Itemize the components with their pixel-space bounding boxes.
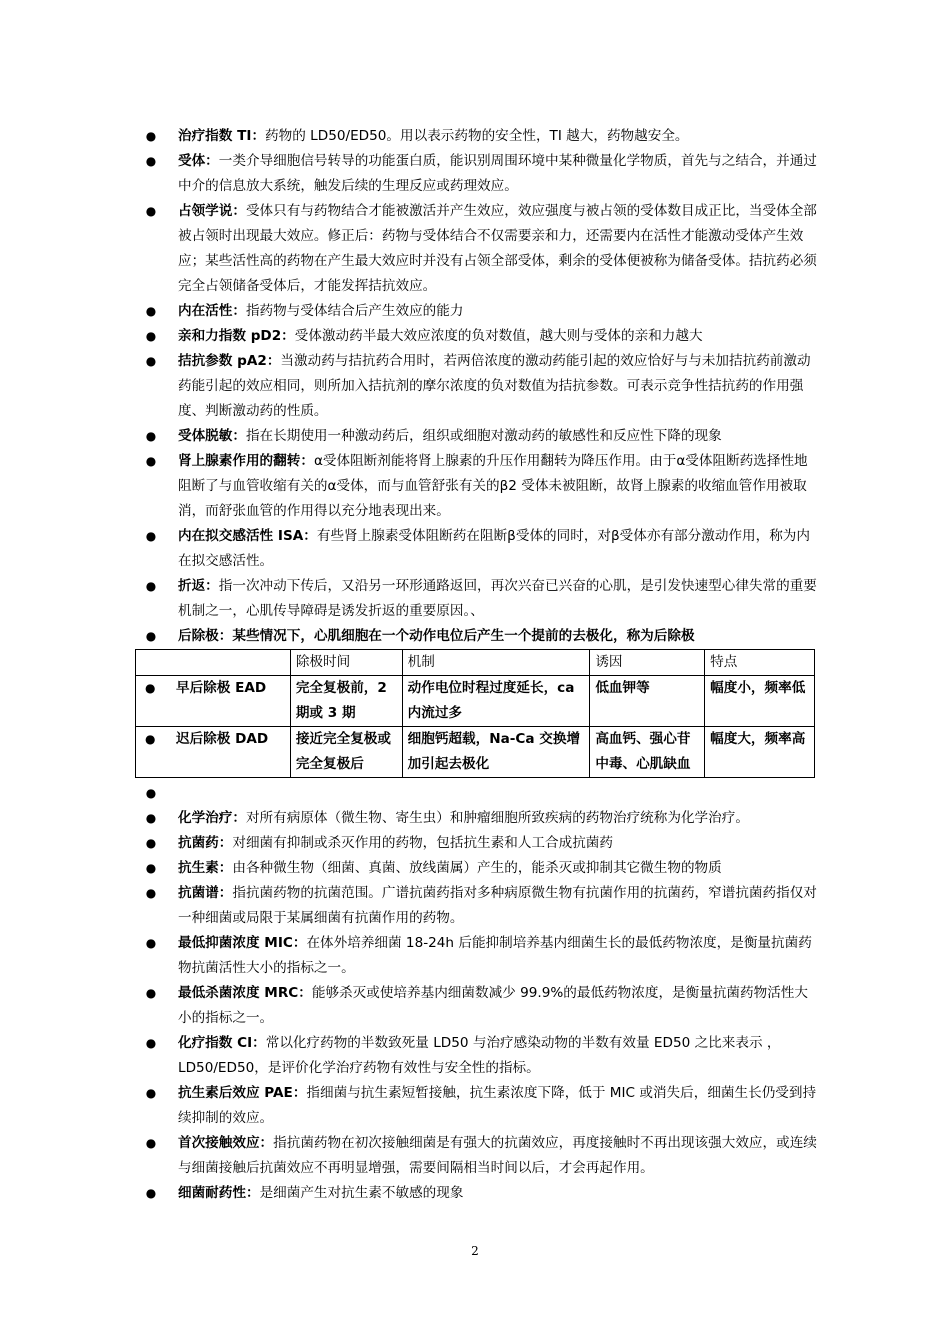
bullet-icon: ● (145, 886, 157, 900)
table-cell: 细胞钙超载，Na-Ca 交换增加引起去极化 (402, 727, 590, 778)
definition-text: 有些肾上腺素受体阻断药在阻断β受体的同时，对β受体亦有部分激动作用，称为内在拟交感活性。 (178, 528, 810, 569)
bullet-icon: ● (145, 681, 156, 695)
definition-text: 能够杀灭或使培养基内细菌数减少 99.9%的最低药物浓度，是衡量抗菌药物活性大小的指标之一。 (178, 985, 808, 1026)
term-label: 拮抗参数 pA2： (178, 353, 281, 369)
table-cell: 幅度大，频率高 (705, 727, 815, 778)
bullet-icon: ● (145, 629, 157, 643)
page-number: 2 (471, 1244, 479, 1258)
bullet-icon: ● (145, 732, 156, 746)
bullet-icon: ● (145, 304, 157, 318)
bullet-icon: ● (145, 1186, 157, 1200)
term-label: 受体脱敏： (178, 428, 246, 444)
bullet-icon: ● (145, 454, 157, 468)
list-item (140, 1031, 820, 1081)
term-label: 亲和力指数 pD2： (178, 328, 295, 344)
list-item (140, 349, 820, 424)
term-label: 肾上腺素作用的翻转： (178, 453, 314, 469)
definition-text: 指抗菌药物在初次接触细菌是有强大的抗菌效应，再度接触时不再出现该强大效应，或连续与细菌接触后抗菌效应不再明显增强，需要间隔相当时间以后，才会再起作用。 (178, 1135, 817, 1176)
term-label: 受体： (178, 153, 219, 169)
term-label: 内在拟交感活性 ISA： (178, 528, 317, 544)
table-cell: 幅度小，频率低 (705, 676, 815, 727)
table-cell: 高血钙、强心苷中毒、心肌缺血 (590, 727, 705, 778)
term-label: 细菌耐药性： (178, 1185, 260, 1201)
table-row-head (136, 676, 291, 727)
term-label: 最低抑菌浓度 MIC： (178, 935, 307, 951)
definition-text: 指药物与受体结合后产生效应的能力 (245, 303, 464, 319)
list-item (140, 299, 820, 324)
bullet-icon: ● (145, 1036, 157, 1050)
definition-text: 指一次冲动下传后，又沿另一环形通路返回，再次兴奋已兴奋的心肌，是引发快速型心律失常的重要机制之一，心肌传导障碍是诱发折返的重要原因。、 (178, 578, 817, 619)
term-label: 内在活性： (178, 303, 246, 319)
list-item (140, 1181, 820, 1206)
term-label: 抗菌药： (178, 835, 233, 851)
definition-list (140, 124, 820, 1206)
term-label: 抗生素： (178, 860, 233, 876)
list-item (140, 449, 820, 524)
term-label: 首次接触效应： (178, 1135, 274, 1151)
list-item (140, 124, 820, 149)
table-row-head (136, 727, 291, 778)
bullet-icon: ● (145, 811, 157, 825)
definition-text: 指在长期使用一种激动药后，组织或细胞对激动药的敏感性和反应性下降的现象 (245, 428, 722, 444)
list-item (140, 1081, 820, 1131)
list-item (140, 831, 820, 856)
definition-text: 指抗菌药物的抗菌范围。广谱抗菌药指对多种病原微生物有抗菌作用的抗菌药，窄谱抗菌药指仅对一种细菌或局限于某属细菌有抗菌作用的药物。 (178, 885, 817, 926)
list-item (140, 624, 820, 649)
term-label: 化疗指数 CI： (178, 1035, 266, 1051)
list-item (140, 931, 820, 981)
list-item (140, 981, 820, 1031)
table-header-row (136, 650, 815, 676)
term-label: 抗生素后效应 PAE： (178, 1085, 307, 1101)
definition-text: 受体只有与药物结合才能被激活并产生效应，效应强度与被占领的受体数目成正比，当受体全部被占领时出现最大效应。修正后：药物与受体结合不仅需要亲和力，还需要内在活性才能激动受体产生效应；某些活性高的药物在产生最大效应时并没有占领全部受体，剩余的受体便被称为储备受体。拮抗药必须完全占领储备受体后，才能发挥拮抗效应。 (178, 203, 817, 294)
bullet-icon: ● (145, 429, 157, 443)
bullet-icon: ● (145, 129, 157, 143)
bullet-icon: ● (145, 579, 157, 593)
bullet-icon: ● (145, 529, 157, 543)
list-item (140, 324, 820, 349)
table-row (136, 676, 815, 727)
definition-text: α受体阻断剂能将肾上腺素的升压作用翻转为降压作用。由于α受体阻断药选择性地阻断了与血管收缩有关的α受体，而与血管舒张有关的β2 受体未被阻断，故肾上腺素的收缩血管作用被取消，而舒张血管的作用得以充分地表现出来。 (178, 453, 808, 519)
definition-text: 常以化疗药物的半数致死量 LD50 与治疗感染动物的半数有效量 ED50 之比来表示 ，LD50/ED50，是评价化学治疗药物有效性与安全性的指标。 (178, 1035, 781, 1076)
table-header-cell: 特点 (705, 650, 815, 676)
bullet-icon: ● (145, 329, 157, 343)
bullet-icon: ● (145, 204, 157, 218)
definition-text: 药物的 LD50/ED50。用以表示药物的安全性，TI 越大，药物越安全。 (265, 128, 689, 144)
definition-text: 受体激动药半最大效应浓度的负对数值，越大则与受体的亲和力越大 (294, 328, 703, 344)
definition-text: 由各种微生物（细菌、真菌、放线菌属）产生的，能杀灭或抑制其它微生物的物质 (232, 860, 722, 876)
list-item (140, 149, 820, 199)
table-cell: 接近完全复极或完全复极后 (290, 727, 402, 778)
table-row (136, 727, 815, 778)
table-header-cell: 诱因 (590, 650, 705, 676)
list-item (140, 881, 820, 931)
term-label: 抗菌谱： (178, 885, 233, 901)
definition-text: 指细菌与抗生素短暂接触，抗生素浓度下降，低于 MIC 或消失后，细菌生长仍受到持续抑制的效应。 (178, 1085, 817, 1126)
bullet-icon: ● (145, 1086, 157, 1100)
list-item (140, 806, 820, 831)
list-item (140, 199, 820, 299)
bullet-icon: ● (145, 1136, 157, 1150)
definition-text: 当激动药与拮抗药合用时，若两倍浓度的激动药能引起的效应恰好与与未加拮抗药前激动药能引起的效应相同，则所加入拮抗剂的摩尔浓度的负对数值为拮抗参数。可表示竞争性拮抗药的作用强度、判断激动药的性质。 (178, 353, 811, 419)
definition-text: 在体外培养细菌 18-24h 后能抑制培养基内细菌生长的最低药物浓度，是衡量抗菌药物抗菌活性大小的指标之一。 (178, 935, 812, 976)
bullet-icon: ● (145, 354, 157, 368)
afterdepolarization-table-wrap (140, 649, 820, 778)
list-item (140, 1131, 820, 1181)
table-cell: 迟后除极 DAD (176, 731, 269, 747)
table-cell: 动作电位时程过度延长，ca 内流过多 (402, 676, 590, 727)
bullet-icon: ● (145, 836, 157, 850)
list-item (140, 424, 820, 449)
table-cell: 低血钾等 (590, 676, 705, 727)
table-cell: 早后除极 EAD (176, 680, 267, 696)
definition-text: 对所有病原体（微生物、寄生虫）和肿瘤细胞所致疾病的药物治疗统称为化学治疗。 (245, 810, 749, 826)
term-label: 化学治疗： (178, 810, 246, 826)
list-item (140, 856, 820, 881)
table-header-cell: 机制 (402, 650, 590, 676)
term-label: 后除极： (178, 628, 233, 644)
term-label: 折返： (178, 578, 219, 594)
bullet-icon: ● (145, 936, 157, 950)
bullet-icon: ● (145, 786, 157, 800)
list-item (140, 524, 820, 574)
definition-text: 对细菌有抑制或杀灭作用的药物，包括抗生素和人工合成抗菌药 (232, 835, 613, 851)
bullet-icon: ● (145, 861, 157, 875)
definition-text: 某些情况下，心肌细胞在一个动作电位后产生一个提前的去极化，称为后除极 (232, 628, 695, 644)
list-item (140, 574, 820, 624)
table-cell: 完全复极前，2 期或 3 期 (290, 676, 402, 727)
term-label: 治疗指数 TI： (178, 128, 266, 144)
term-label: 占领学说： (178, 203, 246, 219)
bullet-icon: ● (145, 986, 157, 1000)
definition-text: 是细菌产生对抗生素不敏感的现象 (259, 1185, 464, 1201)
term-label: 最低杀菌浓度 MRC： (178, 985, 312, 1001)
table-header-cell (136, 650, 291, 676)
definition-text: 一类介导细胞信号转导的功能蛋白质，能识别周围环境中某种微量化学物质，首先与之结合，并通过中介的信息放大系统，触发后续的生理反应或药理效应。 (178, 153, 817, 194)
table-header-cell: 除极时间 (290, 650, 402, 676)
empty-list-item (140, 781, 820, 806)
bullet-icon: ● (145, 154, 157, 168)
afterdepolarization-table (135, 649, 815, 778)
